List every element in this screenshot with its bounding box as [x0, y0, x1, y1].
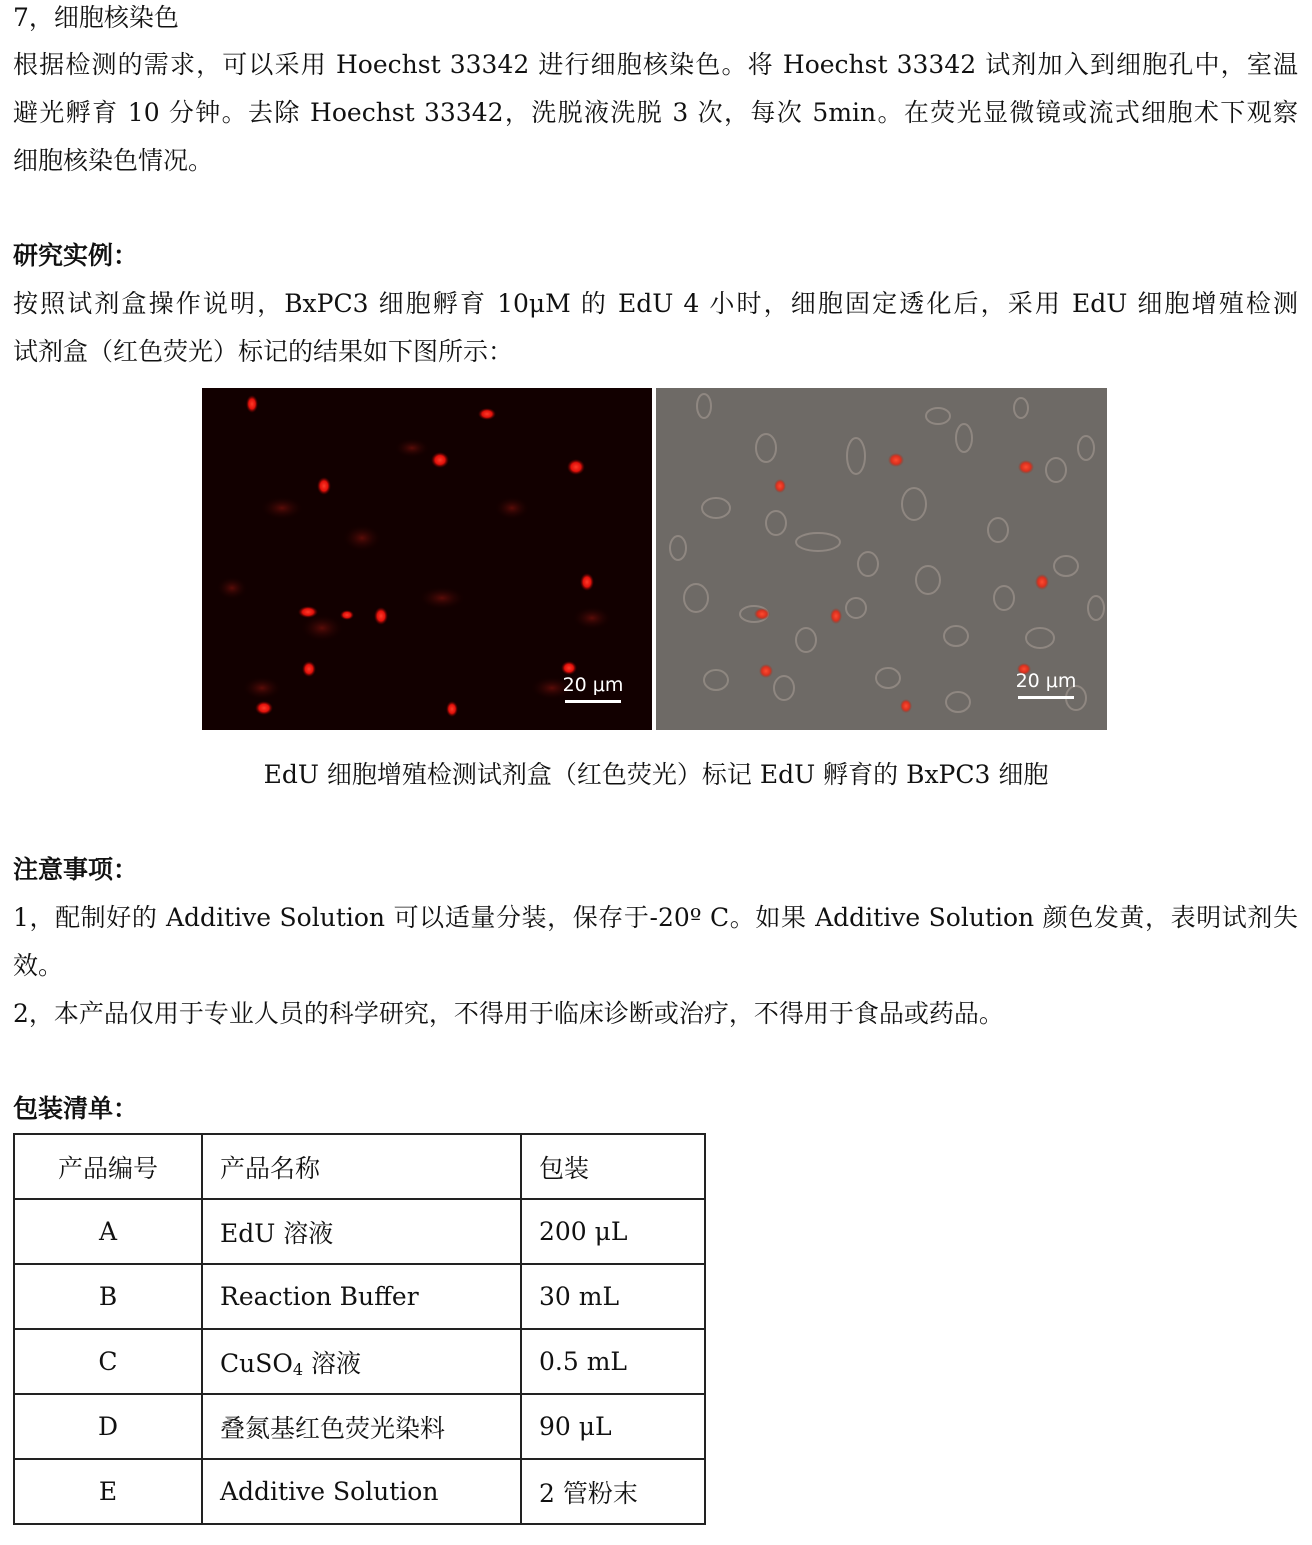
- section-heading: 包装清单：: [13, 1094, 139, 1123]
- scale-bar-line: [565, 700, 621, 703]
- section-heading: 研究实例：: [13, 241, 139, 270]
- section-title: 7，细胞核染色: [13, 3, 179, 32]
- product-pack: 200 μL: [521, 1199, 705, 1264]
- product-id: E: [14, 1459, 202, 1524]
- product-id: D: [14, 1394, 202, 1459]
- scale-bar-line: [1018, 696, 1074, 699]
- product-name: Reaction Buffer: [202, 1264, 521, 1329]
- table-row: [14, 1459, 705, 1524]
- note-line: 效。: [13, 951, 64, 980]
- product-name: Additive Solution: [202, 1459, 521, 1524]
- note-line: 1，配制好的 Additive Solution 可以适量分装，保存于-20º C。如果 Additive Solution 颜色发黄，表明试剂失: [13, 903, 1298, 932]
- header-cell: 产品名称: [202, 1134, 521, 1199]
- table-row: [14, 1199, 705, 1264]
- table-row: [14, 1329, 705, 1394]
- section-heading: 注意事项：: [13, 855, 139, 884]
- merged-micrograph: [656, 388, 1107, 730]
- product-id: A: [14, 1199, 202, 1264]
- scale-bar-label: 20 μm: [562, 674, 624, 696]
- paragraph-line: 按照试剂盒操作说明，BxPC3 细胞孵育 10μM 的 EdU 4 小时，细胞固定透化后，采用 EdU 细胞增殖检测: [13, 289, 1298, 318]
- product-pack: 0.5 mL: [521, 1329, 705, 1394]
- packing-table: [13, 1133, 706, 1525]
- product-name: [202, 1329, 521, 1394]
- figure-caption: EdU 细胞增殖检测试剂盒（红色荧光）标记 EdU 孵育的 BxPC3 细胞: [263, 760, 1049, 789]
- scale-bar-label: 20 μm: [1015, 670, 1077, 692]
- product-id: C: [14, 1329, 202, 1394]
- fluorescence-micrograph: [202, 388, 652, 730]
- table-row: [14, 1394, 705, 1459]
- scale-bar: [560, 674, 626, 703]
- formula-base: CuSO: [220, 1348, 293, 1378]
- header-cell: 包装: [521, 1134, 705, 1199]
- product-name: 叠氮基红色荧光染料: [202, 1394, 521, 1459]
- product-pack: 30 mL: [521, 1264, 705, 1329]
- paragraph-line: 细胞核染色情况。: [13, 146, 214, 175]
- table-header-row: [14, 1134, 705, 1199]
- paragraph-line: 试剂盒（红色荧光）标记的结果如下图所示：: [13, 337, 514, 366]
- product-pack: 2 管粉末: [521, 1459, 705, 1524]
- note-line: 2，本产品仅用于专业人员的科学研究，不得用于临床诊断或治疗，不得用于食品或药品。: [13, 999, 1004, 1028]
- table-row: [14, 1264, 705, 1329]
- formula-subscript: 4: [292, 1359, 304, 1379]
- formula-suffix: 溶液: [303, 1348, 361, 1378]
- product-pack: 90 μL: [521, 1394, 705, 1459]
- paragraph-line: 避光孵育 10 分钟。去除 Hoechst 33342，洗脱液洗脱 3 次，每次 5min。在荧光显微镜或流式细胞术下观察: [13, 98, 1298, 127]
- product-name: EdU 溶液: [202, 1199, 521, 1264]
- product-id: B: [14, 1264, 202, 1329]
- paragraph-line: 根据检测的需求，可以采用 Hoechst 33342 进行细胞核染色。将 Hoechst 33342 试剂加入到细胞孔中，室温: [13, 50, 1298, 79]
- scale-bar: [1013, 670, 1079, 699]
- header-cell: 产品编号: [14, 1134, 202, 1199]
